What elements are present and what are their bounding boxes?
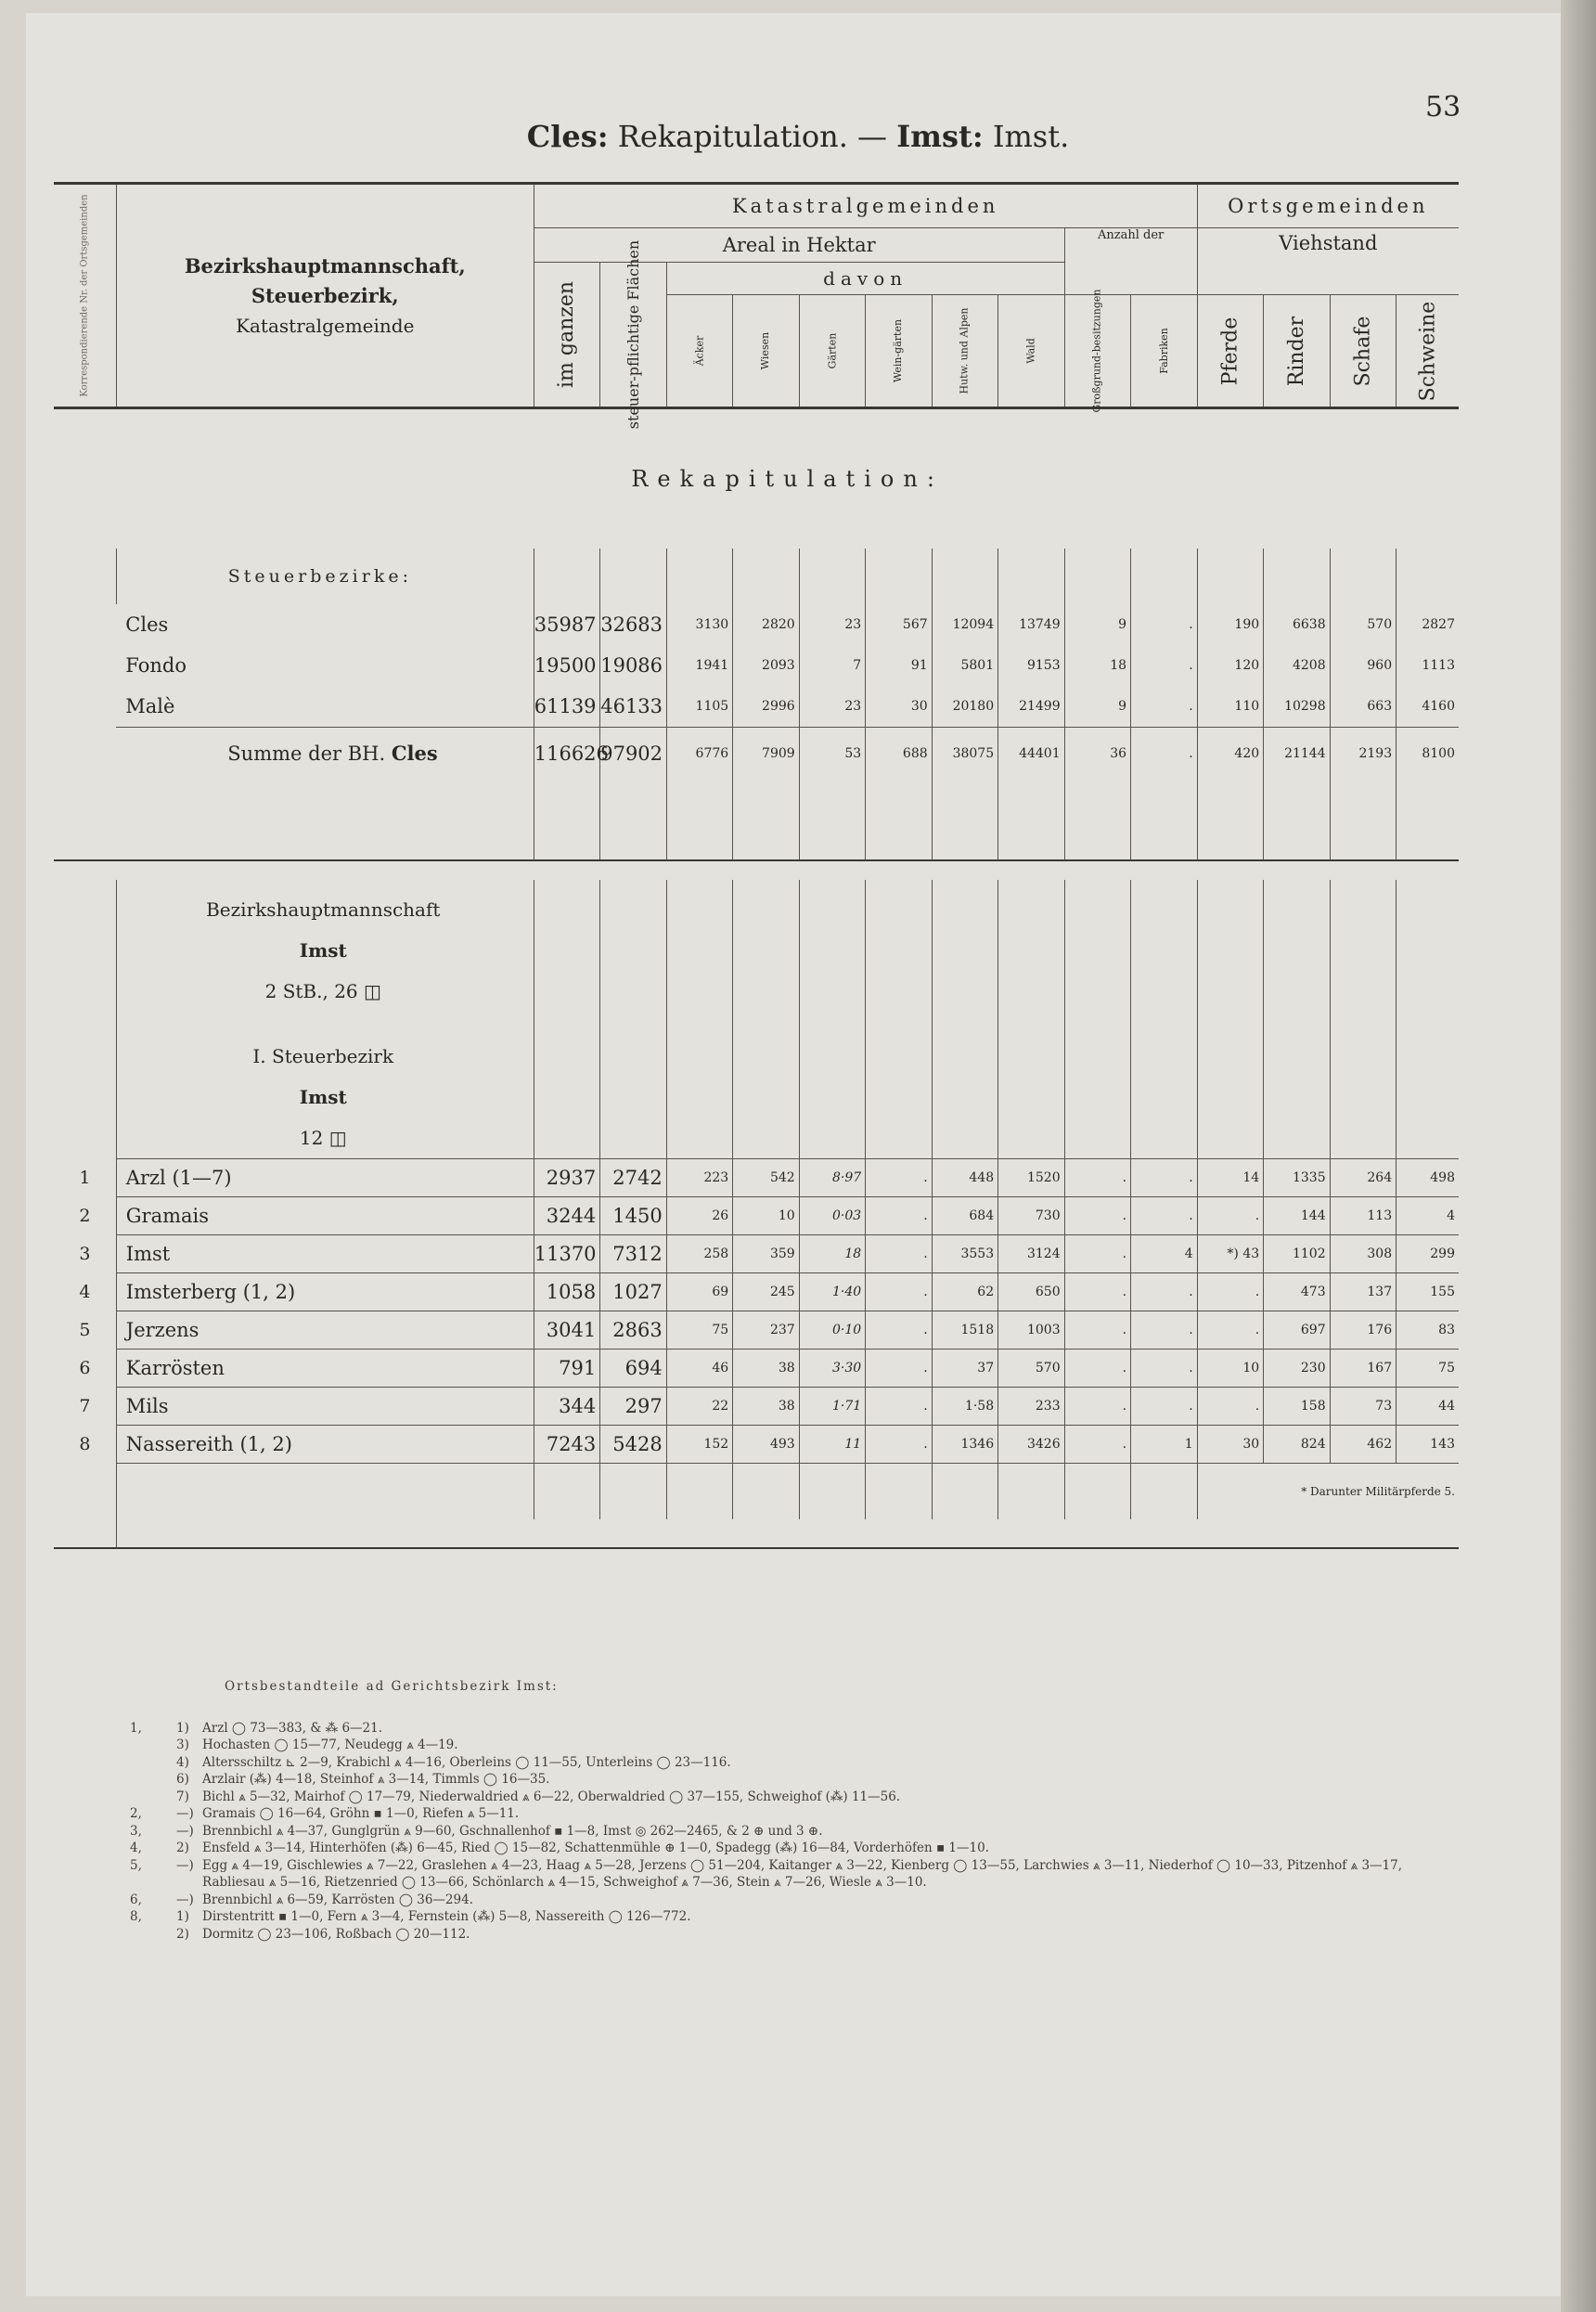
imst-row (54, 1311, 1459, 1349)
row-number (54, 686, 116, 728)
cell-rinder: 1335 (1264, 1158, 1330, 1196)
cell-wein-gärten: . (866, 1425, 932, 1463)
footnote: * Darunter Militärpferde 5. (1197, 1463, 1459, 1519)
cell-wein-gärten: 567 (866, 604, 932, 645)
col-im-ganzen: im ganzen (534, 263, 599, 408)
cell-hutw-und-alpen: 684 (932, 1196, 998, 1234)
cell-schweine: 4 (1396, 1196, 1459, 1234)
cell-gärten: 7 (799, 645, 865, 686)
sum-cell: 116626 (534, 728, 599, 780)
col-gaerten: Gärten (799, 295, 865, 408)
cell-äcker: 3130 (666, 604, 732, 645)
col-corr-number: Korrespondierende Nr. der Ortsgemeinden (54, 184, 116, 408)
hdr-anzahl: Anzahl der (1064, 228, 1197, 295)
locality-notes (130, 1678, 1448, 1943)
imst-row (54, 1425, 1459, 1463)
sum-cell: 21144 (1264, 728, 1330, 780)
sum-cell: 38075 (932, 728, 998, 780)
cell-äcker: 69 (666, 1272, 732, 1311)
note-line: 6) Arzlair (⁂) 4—18, Steinhof ⩓ 3—14, Timmls ◯ 16—35. (176, 1772, 550, 1787)
cell-wiesen: 38 (733, 1387, 799, 1425)
cell-im-ganzen: 61139 (534, 686, 599, 728)
cell-wiesen: 38 (733, 1349, 799, 1387)
cell-im-ganzen: 3244 (534, 1196, 599, 1234)
sum-cell: 97902 (600, 728, 666, 780)
cell-schweine: 2827 (1396, 604, 1459, 645)
cell-steuer-pflichtige-flächen: 2742 (600, 1158, 666, 1196)
cell-wald: 9153 (998, 645, 1064, 686)
cell-pferde: . (1197, 1272, 1263, 1311)
cell-äcker: 152 (666, 1425, 732, 1463)
row-label: Jerzens (116, 1311, 534, 1349)
cell-fabriken: . (1131, 1196, 1198, 1234)
cell-im-ganzen: 2937 (534, 1158, 599, 1196)
imst-heading-h4: I. Steuerbezirk (252, 1044, 394, 1067)
row-label: Arzl (1—7) (116, 1158, 534, 1196)
row-number: 7 (79, 1395, 91, 1416)
page-edge-shadow (1561, 0, 1596, 2312)
imst-heading-h5: Imst (299, 1085, 347, 1108)
sum-cell: 6776 (666, 728, 732, 780)
cell-gärten: 3·30 (799, 1349, 865, 1387)
col-wald: Wald (998, 295, 1064, 408)
cell-pferde: 14 (1197, 1158, 1263, 1196)
sum-cell: 36 (1064, 728, 1130, 780)
footnote-row (54, 1463, 1459, 1519)
row-label: Cles (125, 614, 169, 636)
row-number: 3 (79, 1243, 91, 1264)
sum-label: Summe der BH. Cles (116, 728, 534, 780)
cell-äcker: 26 (666, 1196, 732, 1234)
cell-schafe: 113 (1330, 1196, 1396, 1234)
cell-fabriken: 1 (1131, 1425, 1198, 1463)
cell-schweine: 4160 (1396, 686, 1459, 728)
hdr-areal: Areal in Hektar (534, 228, 1064, 263)
cell-wiesen: 2820 (733, 604, 799, 645)
cell-schafe: 73 (1330, 1387, 1396, 1425)
cell-pferde: 190 (1197, 604, 1263, 645)
cell-rinder: 697 (1264, 1311, 1330, 1349)
imst-row (54, 1349, 1459, 1387)
cell-wein-gärten: 91 (866, 645, 932, 686)
cell-schafe: 960 (1330, 645, 1396, 686)
cell-gärten: 0·03 (799, 1196, 865, 1234)
row-number (54, 645, 116, 686)
row-label: Imsterberg (1, 2) (116, 1272, 534, 1311)
cell-hutw-und-alpen: 1518 (932, 1311, 998, 1349)
imst-row (54, 1158, 1459, 1196)
notes-heading: Ortsbestandteile ad Gerichtsbezirk Imst: (225, 1679, 559, 1694)
cell-hutw-und-alpen: 20180 (932, 686, 998, 728)
cell-gro-grund-besitzungen: 9 (1064, 604, 1130, 645)
cell-äcker: 22 (666, 1387, 732, 1425)
cell-fabriken: 4 (1131, 1234, 1198, 1272)
cell-wiesen: 2093 (733, 645, 799, 686)
cell-rinder: 4208 (1264, 645, 1330, 686)
col-rinder: Rinder (1264, 295, 1330, 408)
cell-pferde: 10 (1197, 1349, 1263, 1387)
statistics-table (54, 182, 1459, 1549)
cell-wald: 650 (998, 1272, 1064, 1311)
cell-rinder: 1102 (1264, 1234, 1330, 1272)
cell-gärten: 1·40 (799, 1272, 865, 1311)
cell-hutw-und-alpen: 12094 (932, 604, 998, 645)
cell-hutw-und-alpen: 5801 (932, 645, 998, 686)
cell-schafe: 570 (1330, 604, 1396, 645)
cell-rinder: 230 (1264, 1349, 1330, 1387)
row-number (54, 604, 116, 645)
imst-heading-h6: 12 ◫ (299, 1126, 347, 1149)
row-number: 4 (79, 1281, 91, 1302)
cell-fabriken: . (1131, 1311, 1198, 1349)
col-stub: Bezirkshauptmannschaft, Steuerbezirk, Katastralgemeinde (116, 184, 534, 408)
cell-rinder: 10298 (1264, 686, 1330, 728)
cell-äcker: 1941 (666, 645, 732, 686)
row-label: Gramais (116, 1196, 534, 1234)
note-line: 7) Bichl ⩓ 5—32, Mairhof ◯ 17—79, Niederwaldried ⩓ 6—22, Oberwaldried ◯ 37—155, Schweighof (⁂) 11—56. (176, 1789, 901, 1804)
row-number: 6 (79, 1357, 91, 1378)
cell-gro-grund-besitzungen: . (1064, 1425, 1130, 1463)
col-hutweiden: Hutw. und Alpen (932, 295, 998, 408)
sum-cell: 53 (799, 728, 865, 780)
col-weingaerten: Wein-gärten (866, 295, 932, 408)
col-schafe: Schafe (1330, 295, 1396, 408)
cell-pferde: 30 (1197, 1425, 1263, 1463)
note-line: 3, —) Brennbichl ⩓ 4—37, Gunglgrün ⩓ 9—60, Gschnallenhof ▪ 1—8, Imst ◎ 262—2465, & 2 ⊕ und 3 ⊕. (130, 1823, 823, 1839)
cell-wiesen: 245 (733, 1272, 799, 1311)
col-pferde: Pferde (1197, 295, 1263, 408)
cell-im-ganzen: 344 (534, 1387, 599, 1425)
hdr-viehstand: Viehstand (1197, 228, 1459, 295)
cell-gro-grund-besitzungen: . (1064, 1311, 1130, 1349)
cell-fabriken: . (1131, 686, 1198, 728)
cell-schweine: 498 (1396, 1158, 1459, 1196)
cell-gärten: 23 (799, 686, 865, 728)
cell-steuer-pflichtige-flächen: 32683 (600, 604, 666, 645)
cell-schafe: 462 (1330, 1425, 1396, 1463)
col-fabriken: Fabriken (1131, 295, 1198, 408)
cell-fabriken: . (1131, 1387, 1198, 1425)
recap-row (54, 645, 1459, 686)
sum-cell: 2193 (1330, 728, 1396, 780)
cell-pferde: . (1197, 1196, 1263, 1234)
hdr-katastralgemeinden: Katastralgemeinden (534, 184, 1197, 228)
col-schweine: Schweine (1396, 295, 1459, 408)
cell-gärten: 11 (799, 1425, 865, 1463)
cell-fabriken: . (1131, 1158, 1198, 1196)
cell-rinder: 144 (1264, 1196, 1330, 1234)
note-line: 6, —) Brennbichl ⩓ 6—59, Karrösten ◯ 36—294. (130, 1892, 473, 1907)
cell-gro-grund-besitzungen: . (1064, 1272, 1130, 1311)
cell-steuer-pflichtige-flächen: 297 (600, 1387, 666, 1425)
cell-hutw-und-alpen: 448 (932, 1158, 998, 1196)
cell-im-ganzen: 791 (534, 1349, 599, 1387)
cell-äcker: 46 (666, 1349, 732, 1387)
row-label: Karrösten (116, 1349, 534, 1387)
sum-cell: 44401 (998, 728, 1064, 780)
cell-wein-gärten: . (866, 1349, 932, 1387)
cell-gro-grund-besitzungen: . (1064, 1158, 1130, 1196)
imst-row (54, 1234, 1459, 1272)
cell-rinder: 158 (1264, 1387, 1330, 1425)
hdr-ortsgemeinden: Ortsgemeinden (1197, 184, 1459, 228)
cell-fabriken: . (1131, 1272, 1198, 1311)
cell-im-ganzen: 19500 (534, 645, 599, 686)
cell-wald: 3426 (998, 1425, 1064, 1463)
cell-wiesen: 237 (733, 1311, 799, 1349)
recap-heading: Rekapitulation: (631, 466, 944, 492)
cell-äcker: 258 (666, 1234, 732, 1272)
cell-fabriken: . (1131, 645, 1198, 686)
cell-wiesen: 542 (733, 1158, 799, 1196)
note-line: 2) Dormitz ◯ 23—106, Roßbach ◯ 20—112. (176, 1926, 470, 1942)
sum-cell: 420 (1197, 728, 1263, 780)
cell-wald: 1520 (998, 1158, 1064, 1196)
cell-pferde: . (1197, 1387, 1263, 1425)
sum-cell: 688 (866, 728, 932, 780)
cell-schweine: 75 (1396, 1349, 1459, 1387)
cell-wein-gärten: . (866, 1234, 932, 1272)
col-grossgrund: Großgrund-besitzungen (1064, 295, 1130, 408)
cell-gro-grund-besitzungen: . (1064, 1196, 1130, 1234)
cell-schafe: 167 (1330, 1349, 1396, 1387)
cell-gärten: 0·10 (799, 1311, 865, 1349)
cell-schweine: 1113 (1396, 645, 1459, 686)
imst-row (54, 1272, 1459, 1311)
cell-wein-gärten: . (866, 1387, 932, 1425)
row-label: Mils (116, 1387, 534, 1425)
cell-gro-grund-besitzungen: 9 (1064, 686, 1130, 728)
cell-wald: 13749 (998, 604, 1064, 645)
row-label: Fondo (125, 654, 187, 677)
imst-heading-cell (116, 880, 534, 1159)
col-wiesen: Wiesen (733, 295, 799, 408)
page-title (0, 119, 1596, 154)
cell-rinder: 6638 (1264, 604, 1330, 645)
cell-steuer-pflichtige-flächen: 694 (600, 1349, 666, 1387)
cell-steuer-pflichtige-flächen: 2863 (600, 1311, 666, 1349)
cell-steuer-pflichtige-flächen: 1027 (600, 1272, 666, 1311)
note-line: 3) Hochasten ◯ 15—77, Neudegg ⩓ 4—19. (176, 1737, 458, 1752)
imst-heading-h2: Imst (299, 938, 347, 962)
cell-steuer-pflichtige-flächen: 1450 (600, 1196, 666, 1234)
title-recap: Rekapitulation. — (608, 119, 897, 154)
cell-äcker: 1105 (666, 686, 732, 728)
cell-pferde: *) 43 (1197, 1234, 1263, 1272)
title-imst-sub: Imst. (983, 119, 1070, 154)
cell-pferde: 110 (1197, 686, 1263, 728)
cell-gro-grund-besitzungen: . (1064, 1349, 1130, 1387)
cell-rinder: 473 (1264, 1272, 1330, 1311)
cell-steuer-pflichtige-flächen: 46133 (600, 686, 666, 728)
cell-im-ganzen: 11370 (534, 1234, 599, 1272)
cell-wein-gärten: . (866, 1158, 932, 1196)
cell-gro-grund-besitzungen: . (1064, 1234, 1130, 1272)
hdr-davon: davon (666, 263, 1064, 295)
cell-wald: 730 (998, 1196, 1064, 1234)
note-line: 1, 1) Arzl ◯ 73—383, & ⁂ 6—21. (130, 1720, 383, 1736)
cell-im-ganzen: 1058 (534, 1272, 599, 1311)
cell-schafe: 308 (1330, 1234, 1396, 1272)
cell-wiesen: 2996 (733, 686, 799, 728)
cell-schafe: 176 (1330, 1311, 1396, 1349)
cell-fabriken: . (1131, 604, 1198, 645)
recap-sum-row (54, 728, 1459, 780)
note-line: 4, 2) Ensfeld ⩓ 3—14, Hinterhöfen (⁂) 6—45, Ried ◯ 15—82, Schattenmühle ⊕ 1—0, Spadegg (⁂) 16—84, Vorderhöfen ▪ 1—10. (130, 1841, 989, 1855)
cell-pferde: . (1197, 1311, 1263, 1349)
cell-schweine: 155 (1396, 1272, 1459, 1311)
row-number: 1 (79, 1167, 91, 1188)
cell-wiesen: 359 (733, 1234, 799, 1272)
title-imst: Imst: (896, 119, 984, 154)
cell-steuer-pflichtige-flächen: 7312 (600, 1234, 666, 1272)
cell-hutw-und-alpen: 3553 (932, 1234, 998, 1272)
cell-schafe: 137 (1330, 1272, 1396, 1311)
note-line: 2, —) Gramais ◯ 16—64, Gröhn ▪ 1—0, Riefen ⩓ 5—11. (130, 1806, 520, 1821)
cell-wald: 1003 (998, 1311, 1064, 1349)
note-line: 4) Altersschiltz ⊾ 2—9, Krabichl ⩓ 4—16, Oberleins ◯ 11—55, Unterleins ◯ 23—116. (176, 1754, 731, 1770)
cell-wald: 570 (998, 1349, 1064, 1387)
cell-pferde: 120 (1197, 645, 1263, 686)
cell-äcker: 75 (666, 1311, 732, 1349)
cell-wein-gärten: 30 (866, 686, 932, 728)
cell-wald: 233 (998, 1387, 1064, 1425)
cell-gärten: 18 (799, 1234, 865, 1272)
cell-wein-gärten: . (866, 1272, 932, 1311)
cell-schweine: 44 (1396, 1387, 1459, 1425)
recap-row (54, 686, 1459, 728)
row-label: Malè (125, 695, 175, 717)
cell-wald: 21499 (998, 686, 1064, 728)
cell-fabriken: . (1131, 1349, 1198, 1387)
cell-wald: 3124 (998, 1234, 1064, 1272)
cell-hutw-und-alpen: 37 (932, 1349, 998, 1387)
cell-gärten: 1·71 (799, 1387, 865, 1425)
imst-row (54, 1196, 1459, 1234)
cell-rinder: 824 (1264, 1425, 1330, 1463)
cell-schafe: 264 (1330, 1158, 1396, 1196)
cell-hutw-und-alpen: 1346 (932, 1425, 998, 1463)
imst-heading-h3: 2 StB., 26 ◫ (264, 979, 381, 1002)
row-number: 8 (79, 1433, 91, 1454)
recap-row (54, 604, 1459, 645)
row-number: 2 (79, 1205, 91, 1226)
sum-cell: . (1131, 728, 1198, 780)
imst-row (54, 1387, 1459, 1425)
cell-wein-gärten: . (866, 1311, 932, 1349)
cell-wiesen: 10 (733, 1196, 799, 1234)
cell-hutw-und-alpen: 62 (932, 1272, 998, 1311)
col-aecker: Äcker (666, 295, 732, 408)
cell-steuer-pflichtige-flächen: 5428 (600, 1425, 666, 1463)
cell-wein-gärten: . (866, 1196, 932, 1234)
cell-schafe: 663 (1330, 686, 1396, 728)
cell-gärten: 8·97 (799, 1158, 865, 1196)
cell-gro-grund-besitzungen: 18 (1064, 645, 1130, 686)
sum-cell: 7909 (733, 728, 799, 780)
title-cles: Cles: (526, 119, 609, 154)
cell-steuer-pflichtige-flächen: 19086 (600, 645, 666, 686)
cell-äcker: 223 (666, 1158, 732, 1196)
cell-schweine: 143 (1396, 1425, 1459, 1463)
cell-schweine: 83 (1396, 1311, 1459, 1349)
cell-gro-grund-besitzungen: . (1064, 1387, 1130, 1425)
col-steuerpflichtig: steuer-pflichtige Flächen (600, 263, 666, 408)
cell-schweine: 299 (1396, 1234, 1459, 1272)
row-label: Nassereith (1, 2) (116, 1425, 534, 1463)
page-number: 53 (1425, 91, 1461, 123)
note-line: 5, —) Egg ⩓ 4—19, Gischlewies ⩓ 7—22, Graslehen ⩓ 4—23, Haag ⩓ 5—28, Jerzens ◯ 51—204, Kaitanger ⩓ 3—22, Kienberg ◯ 13—55, Larchwies ⩓ 3—11, Niederhof ◯ 10—33, Pitzenhof ⩓ 3—17, Rabliesau ⩓ 5—16, Rietzenried ◯ 13—66, Schönlarch ⩓ 4—15, Schweighof ⩓ 7—36, Stein ⩓ 7—26, Wiesle ⩓ 3—10. (130, 1857, 1403, 1890)
row-number: 5 (79, 1319, 91, 1340)
cell-im-ganzen: 35987 (534, 604, 599, 645)
row-label: Imst (116, 1234, 534, 1272)
cell-gärten: 23 (799, 604, 865, 645)
recap-subheading: Steuerbezirke: (116, 549, 534, 604)
imst-heading-h1: Bezirkshauptmannschaft (206, 898, 441, 921)
imst-block-heading (54, 880, 1459, 1159)
cell-wiesen: 493 (733, 1425, 799, 1463)
sum-cell: 8100 (1396, 728, 1459, 780)
cell-im-ganzen: 7243 (534, 1425, 599, 1463)
cell-hutw-und-alpen: 1·58 (932, 1387, 998, 1425)
cell-im-ganzen: 3041 (534, 1311, 599, 1349)
note-line: 8, 1) Dirstentritt ▪ 1—0, Fern ⩓ 3—4, Fernstein (⁂) 5—8, Nassereith ◯ 126—772. (130, 1909, 691, 1924)
